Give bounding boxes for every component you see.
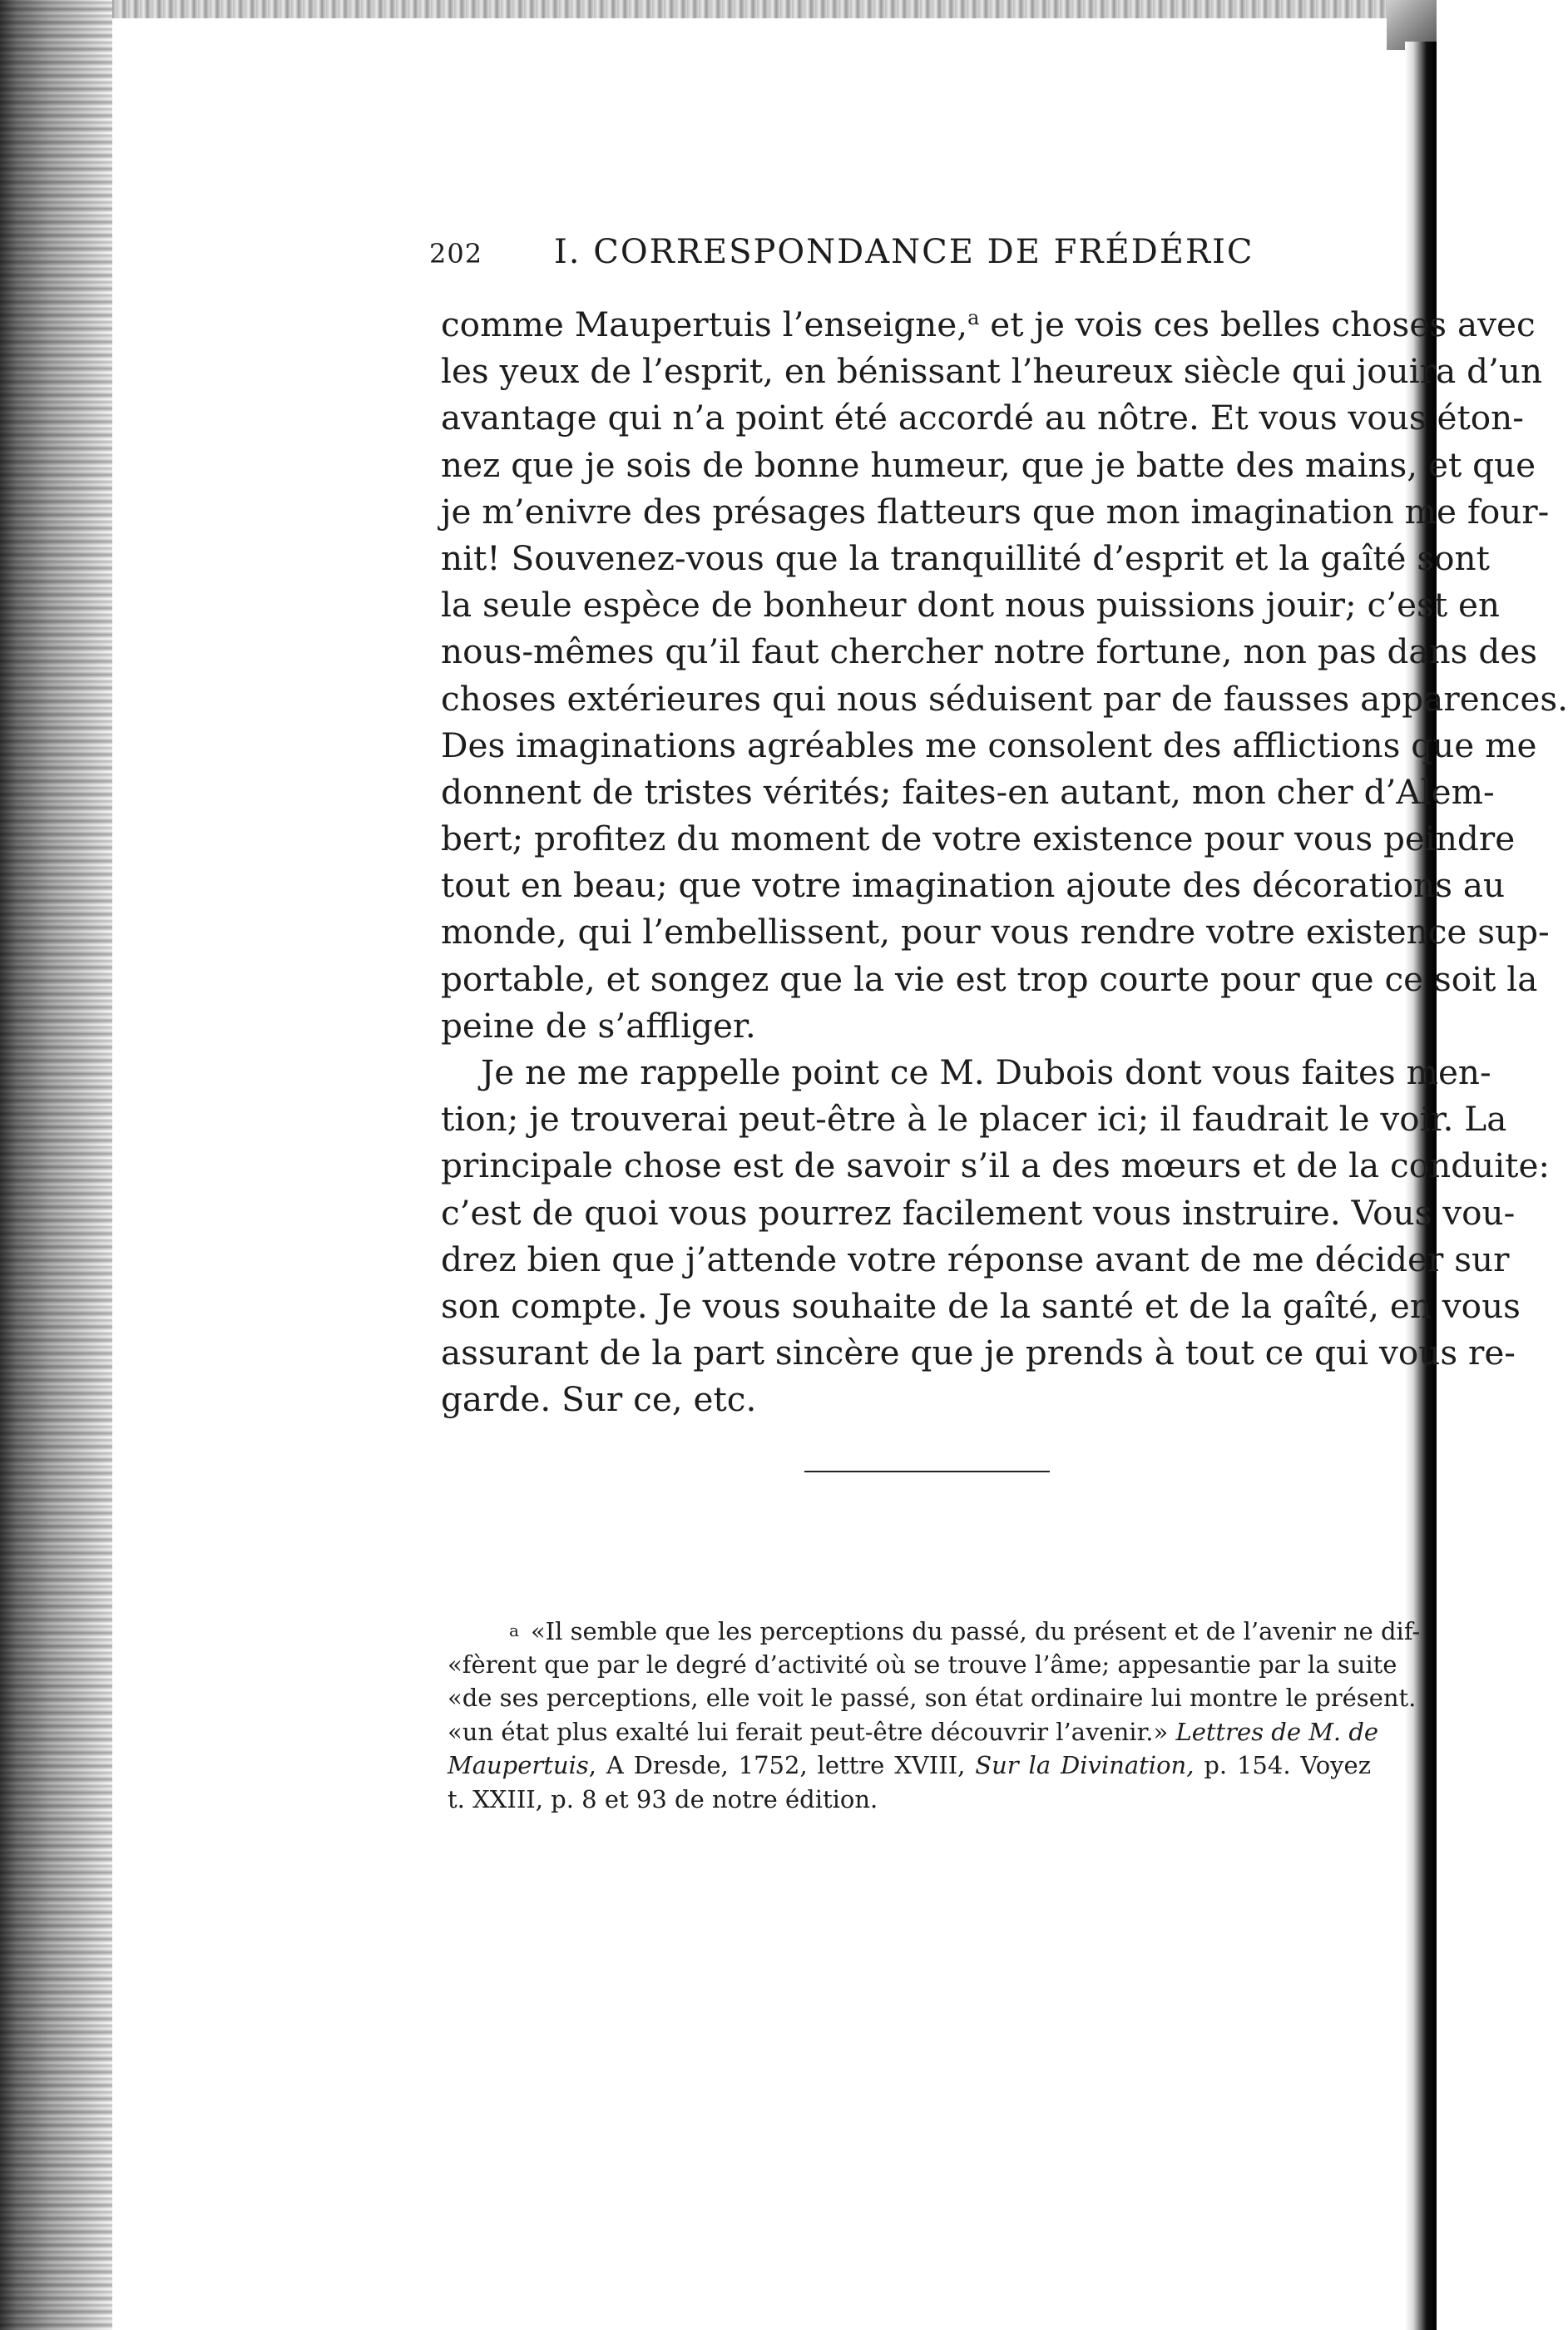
text-line: tout en beau; que votre imagination ajoute des décorations au	[441, 865, 1506, 906]
text-line: principale chose est de savoir s’il a des mœurs et de la conduite:	[441, 1145, 1551, 1186]
text-line: nous-mêmes qu’il faut chercher notre fortune, non pas dans des	[441, 631, 1537, 672]
text-line: monde, qui l’embellissent, pour vous rendre votre existence sup-	[441, 912, 1550, 952]
text-line: avantage qui n’a point été accordé au nôtre. Et vous vous éton-	[441, 398, 1524, 438]
running-head	[429, 233, 1261, 283]
text-line: garde. Sur ce, etc.	[441, 1379, 757, 1420]
text-line: son compte. Je vous souhaite de la santé et de la gaîté, en vous	[441, 1285, 1521, 1326]
text-line: peine de s’affliger.	[441, 1005, 756, 1046]
text-line: je m’enivre des présages flatteurs que mon imagination me four-	[441, 491, 1550, 532]
text-line-0-tail: et je vois ces belles choses avec	[979, 304, 1536, 344]
footnote-line: t. XXIII, p. 8 et 93 de notre édition.	[448, 1784, 878, 1813]
footnote-line-3: «un état plus exalté lui ferait peut-être découvrir l’avenir.»	[448, 1717, 1176, 1746]
text-line: portable, et songez que la vie est trop courte pour que ce soit la	[441, 958, 1538, 999]
section-divider	[804, 1471, 1050, 1472]
text-line: bert; profitez du moment de votre existence pour vous peindre	[441, 819, 1516, 859]
text-line: Je ne me rappelle point ce M. Dubois dont vous faites men-	[481, 1052, 1491, 1092]
text-line: les yeux de l’esprit, en bénissant l’heureux siècle qui jouira d’un	[441, 351, 1543, 392]
footnote	[448, 1614, 1421, 1816]
text-line: la seule espèce de bonheur dont nous puissions jouir; c’est en	[441, 585, 1501, 626]
text-line	[441, 301, 1536, 348]
footnote-edition: , A Dresde, 1752, lettre XVIII,	[588, 1751, 976, 1779]
footnote-line	[448, 1749, 1371, 1783]
footnote-author: Maupertuis	[448, 1751, 589, 1779]
text-line: choses extérieures qui nous séduisent par de fausses apparences.	[441, 678, 1568, 719]
page-number: 202	[429, 238, 483, 270]
footnote-line	[448, 1715, 1379, 1749]
running-title: I. CORRESPONDANCE DE FRÉDÉRIC	[554, 233, 1254, 271]
footnote-page: p. 154. Voyez	[1194, 1751, 1371, 1779]
text-line: c’est de quoi vous pourrez facilement vous instruire. Vous vou-	[441, 1192, 1516, 1233]
footnote-line: «de ses perceptions, elle voit le passé, son état ordinaire lui montre le présent.	[448, 1684, 1417, 1712]
footnote-line: «fèrent que par le degré d’activité où se trouve l’âme; appesantie par la suite	[448, 1650, 1397, 1679]
text-line: nez que je sois de bonne humeur, que je batte des mains, et que	[441, 444, 1536, 485]
text-line: drez bien que j’attende votre réponse avant de me décider sur	[441, 1239, 1510, 1279]
text-line-0: comme Maupertuis l’enseigne,	[441, 304, 968, 344]
text-line: nit! Souvenez-vous que la tranquillité d’esprit et la gaîté sont	[441, 537, 1490, 578]
footnote-chapter: Sur la Divination,	[975, 1751, 1195, 1779]
letter-body	[441, 301, 1568, 1423]
footnote-source-title: Lettres de M. de	[1175, 1717, 1379, 1746]
text-line: donnent de tristes vérités; faites-en autant, mon cher d’Alem-	[441, 771, 1495, 812]
text-line: assurant de la part sincère que je prends à tout ce qui vous re-	[441, 1333, 1516, 1373]
footnote-line	[448, 1614, 1421, 1648]
text-line: Des imaginations agréables me consolent des afflictions que me	[441, 725, 1537, 765]
footnote-reference[interactable]: a	[967, 306, 980, 329]
text-line: tion; je trouverai peut-être à le placer ici; il faudrait le voir. La	[441, 1099, 1507, 1140]
footnote-line-0: «Il semble que les perceptions du passé, du présent et de l’avenir ne dif-	[530, 1617, 1421, 1645]
footnote-marker: a	[509, 1620, 519, 1640]
